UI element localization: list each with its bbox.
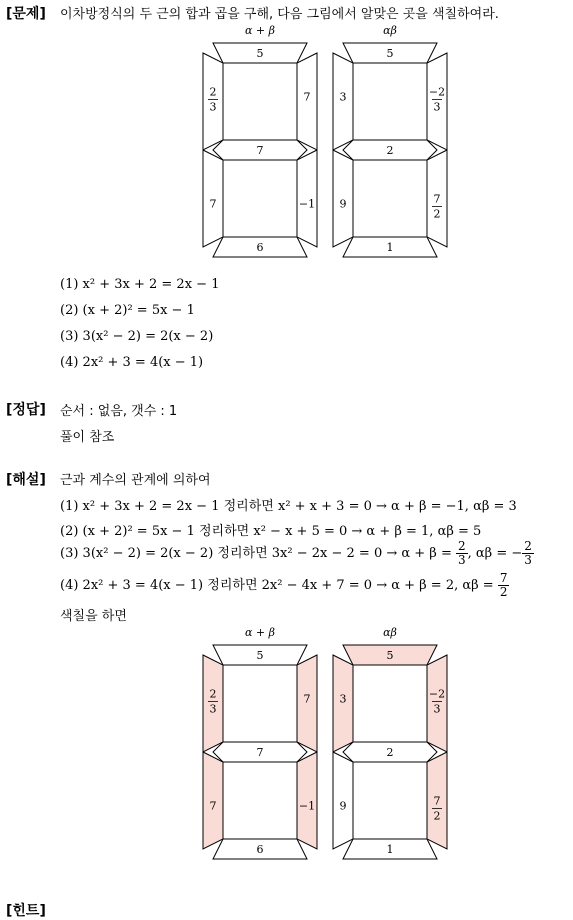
segment-label: 3 [209,100,217,114]
segment-label: 1 [386,241,394,254]
segment-label: −1 [298,197,316,211]
problem-tag: [문제] [6,6,46,22]
segment-label: 2 [433,207,441,221]
segment-label: 7 [433,794,441,808]
solution-diagram-left [195,622,330,867]
segment-label: 3 [209,702,217,716]
segment-label: 7 [433,192,441,206]
segment-label: 5 [256,47,264,60]
explanation-item-3: (3) 3(x² − 2) = 2(x − 2) 정리하면 3x² − 2x − 2 = 0 → α + β = $\frac{2}{3}$ , αβ = − $\frac{2}{3}$ [60,539,532,567]
segment-label: 7 [209,197,217,211]
diagram-title: α + β [245,626,275,639]
problem-diagram [195,20,330,265]
fraction: $\frac{7}{2}$ [499,571,508,599]
segment-label: 2 [209,85,217,99]
segment-label: 7 [303,90,311,104]
segment-label: 5 [256,649,264,662]
explanation-outro: 색칠을 하면 [60,609,127,624]
answer-tag: [정답] [6,402,46,418]
explanation-item-2: (2) (x + 2)² = 5x − 1 정리하면 x² − x + 5 = 0 → α + β = 1, αβ = 5 [60,524,482,539]
fraction: $\frac{2}{3}$ [524,539,532,567]
segment-label: 2 [433,809,441,823]
answer-line-1: 순서 : 없음, 갯수 : 1 [60,404,178,419]
problem-item-4: (4) 2x² + 3 = 4(x − 1) [60,355,204,370]
segment-label: 7 [256,746,264,759]
explanation-item-4: (4) 2x² + 3 = 4(x − 1) 정리하면 2x² − 4x + 7 = 0 → α + β = 2, αβ = $\frac{7}{2}$ [60,571,508,599]
segment-label: 9 [339,799,347,813]
segment-label: 3 [433,702,441,716]
segment-label: −1 [298,799,316,813]
segment-label: 6 [256,843,264,856]
explanation-tag: [해설] [6,472,46,488]
segment-label: −2 [428,85,446,99]
problem-item-1: (1) x² + 3x + 2 = 2x − 1 [60,277,220,292]
segment-label: 2 [386,746,394,759]
problem-item-3: (3) 3(x² − 2) = 2(x − 2) [60,329,214,344]
explanation-intro: 근과 계수의 관계에 의하여 [60,473,211,488]
explanation-item-1: (1) x² + 3x + 2 = 2x − 1 정리하면 x² + x + 3 = 0 → α + β = −1, αβ = 3 [60,499,517,514]
problem-item-2: (2) (x + 2)² = 5x − 1 [60,303,195,318]
diagram-title: αβ [383,24,397,37]
segment-label: 3 [433,100,441,114]
segment-label: 2 [386,144,394,157]
segment-label: 2 [209,687,217,701]
segment-label: −2 [428,687,446,701]
segment-label: 5 [386,649,394,662]
problem-diagram-right [325,20,460,265]
fraction: $\frac{2}{3}$ [458,539,466,567]
segment-label: 3 [339,692,347,706]
segment-label: 3 [339,90,347,104]
diagram-title: αβ [383,626,397,639]
answer-line-2: 풀이 참조 [60,430,115,445]
segment-label: 9 [339,197,347,211]
solution-diagram-right [325,622,460,867]
diagram-title: α + β [245,24,275,37]
segment-label: 1 [386,843,394,856]
problem-text: 이차방정식의 두 근의 합과 곱을 구해, 다음 그림에서 알맞은 곳을 색칠하여라. [60,7,499,22]
segment-label: 7 [303,692,311,706]
segment-label: 7 [256,144,264,157]
segment-label: 5 [386,47,394,60]
segment-label: 6 [256,241,264,254]
segment-label: 7 [209,799,217,813]
hint-tag: [힌트] [6,903,46,919]
